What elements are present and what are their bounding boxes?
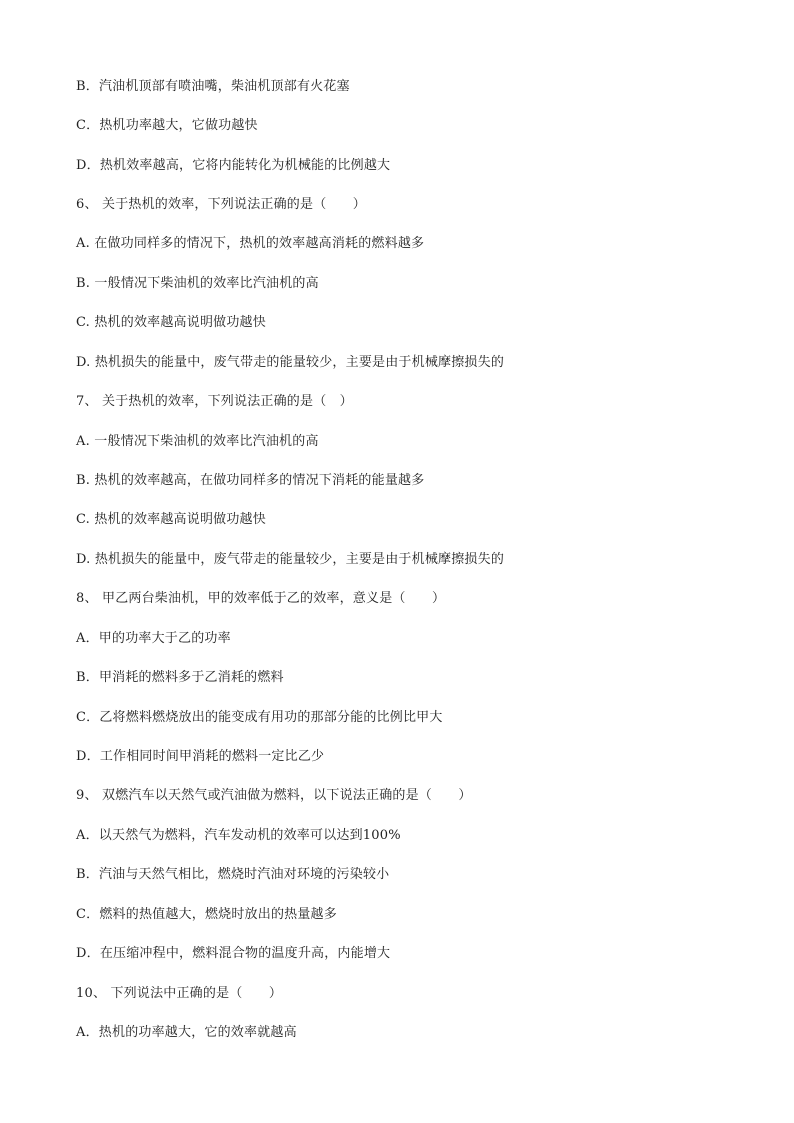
question-6: 6、 关于热机的效率，下列说法正确的是（ ） — [76, 197, 367, 212]
option-b-q5: B．汽油机顶部有喷油嘴，柴油机顶部有火花塞 — [76, 79, 350, 94]
option-d-q5: D．热机效率越高，它将内能转化为机械能的比例越大 — [76, 158, 391, 173]
option-a-q6: A. 在做功同样多的情况下，热机的效率越高消耗的燃料越多 — [76, 236, 425, 251]
option-b-q9: B．汽油与天然气相比，燃烧时汽油对环境的污染较小 — [76, 867, 390, 882]
option-a-q7: A. 一般情况下柴油机的效率比汽油机的高 — [76, 434, 319, 449]
option-a-q10: A．热机的功率越大，它的效率就越高 — [76, 1025, 297, 1040]
option-d-q9: D．在压缩冲程中，燃料混合物的温度升高，内能增大 — [76, 946, 391, 961]
option-b-q8: B．甲消耗的燃料多于乙消耗的燃料 — [76, 670, 284, 685]
option-c-q6: C. 热机的效率越高说明做功越快 — [76, 315, 266, 330]
option-b-q6: B. 一般情况下柴油机的效率比汽油机的高 — [76, 276, 319, 291]
option-d-q6: D. 热机损失的能量中，废气带走的能量较少，主要是由于机械摩擦损失的 — [76, 355, 505, 370]
option-c-q5: C．热机功率越大，它做功越快 — [76, 118, 258, 133]
option-c-q9: C．燃料的热值越大，燃烧时放出的热量越多 — [76, 907, 337, 922]
question-7: 7、 关于热机的效率，下列说法正确的是（ ） — [76, 394, 353, 409]
option-b-q7: B. 热机的效率越高，在做功同样多的情况下消耗的能量越多 — [76, 473, 425, 488]
option-c-q8: C．乙将燃料燃烧放出的能变成有用功的那部分能的比例比甲大 — [76, 710, 443, 725]
option-a-q8: A．甲的功率大于乙的功率 — [76, 631, 231, 646]
question-8: 8、 甲乙两台柴油机，甲的效率低于乙的效率，意义是（ ） — [76, 591, 446, 606]
option-d-q7: D. 热机损失的能量中，废气带走的能量较少，主要是由于机械摩擦损失的 — [76, 552, 505, 567]
option-a-q9: A．以天然气为燃料，汽车发动机的效率可以达到100% — [76, 828, 401, 843]
option-d-q8: D．工作相同时间甲消耗的燃料一定比乙少 — [76, 749, 325, 764]
question-9: 9、 双燃汽车以天然气或汽油做为燃料，以下说法正确的是（ ） — [76, 788, 472, 803]
option-c-q7: C. 热机的效率越高说明做功越快 — [76, 512, 266, 527]
question-10: 10、 下列说法中正确的是（ ） — [76, 986, 283, 1001]
